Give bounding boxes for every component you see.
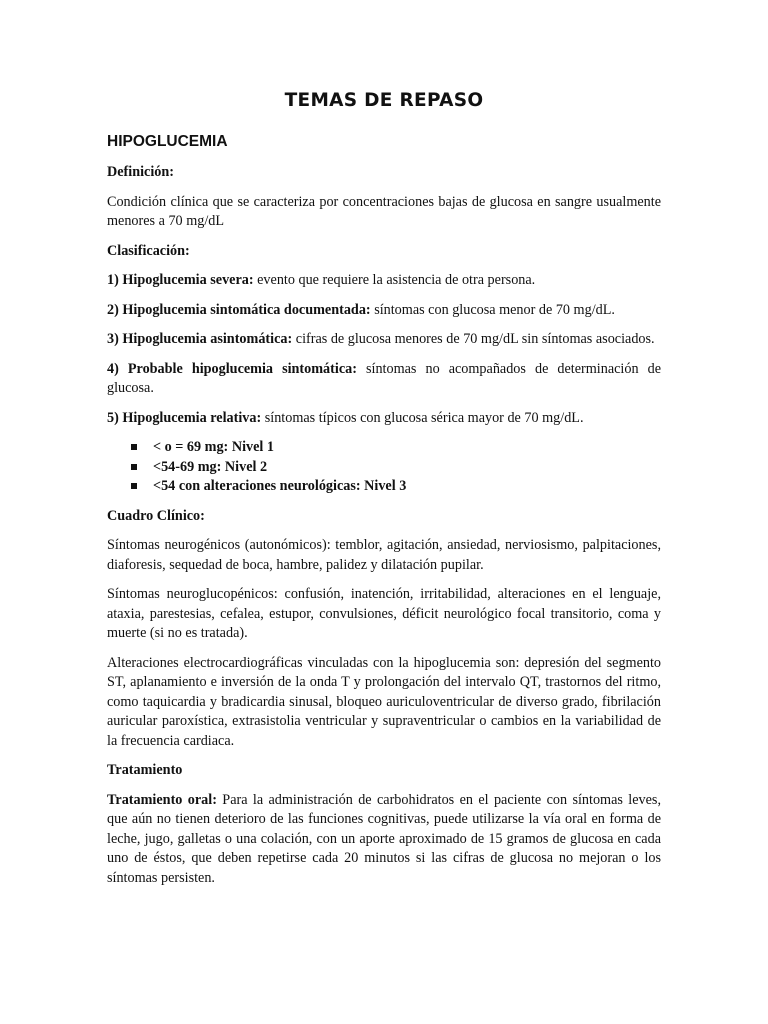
clinical-paragraph: Síntomas neurogénicos (autonómicos): temblor, agitación, ansiedad, nerviosismo, palpitaciones, diaforesis, sequedad de boca, hambre, palidez y dilatación pupilar. [107, 537, 661, 573]
definition-text: Condición clínica que se caracteriza por concentraciones bajas de glucosa en sangre usualmente menores a 70 mg/dL [107, 193, 661, 229]
document-title: TEMAS DE REPASO [284, 90, 484, 111]
list-item [131, 458, 661, 478]
classification-label: Clasificación: [107, 242, 190, 259]
square-bullet-icon [131, 444, 137, 450]
classification-text: síntomas típicos con glucosa sérica mayor de 70 mg/dL. [261, 409, 584, 426]
classification-item-2 [107, 301, 661, 321]
classification-item-3 [107, 330, 661, 350]
level-text: <54-69 mg: Nivel 2 [153, 458, 268, 475]
classification-term: 3) Hipoglucemia asintomática: [107, 331, 293, 347]
list-item [131, 438, 661, 458]
clinical-picture-label: Cuadro Clínico: [107, 507, 205, 524]
classification-term: 4) Probable hipoglucemia sintomática: [107, 360, 357, 377]
clinical-paragraph: Síntomas neuroglucopénicos: confusión, inatención, irritabilidad, alteraciones en el lenguaje, ataxia, parestesias, cefalea, estupor, convulsiones, déficit neurológico focal transitorio, coma y muerte (si no es tratada). [107, 586, 661, 641]
classification-item-5 [107, 409, 661, 429]
oral-treatment-term: Tratamiento oral: [107, 791, 217, 808]
document-page [107, 88, 661, 898]
classification-text: cifras de glucosa menores de 70 mg/dL sin síntomas asociados. [292, 331, 655, 347]
oral-treatment-text: Para la administración de carbohidratos en el paciente con síntomas leves, que aún no tienen deterioro de las funciones cognitivas, puede utilizarse la vía oral en forma de leche, jugo, galletas o una colación, con un aporte aproximado de 15 gramos de glucosa en cada uno de éstos, que deben repetirse cada 20 minutos si las cifras de glucosa no mejoran o los síntomas persisten. [107, 791, 661, 886]
classification-text: evento que requiere la asistencia de otra persona. [253, 272, 536, 288]
level-text: < o = 69 mg: Nivel 1 [153, 439, 274, 455]
treatment-label: Tratamiento [107, 762, 183, 778]
classification-term: 2) Hipoglucemia sintomática documentada: [107, 301, 371, 318]
classification-item-4 [107, 360, 661, 399]
section-title: HIPOGLUCEMIA [107, 133, 228, 150]
classification-term: 5) Hipoglucemia relativa: [107, 409, 262, 426]
classification-item-1 [107, 271, 661, 291]
classification-text: síntomas no acompañados de determinación de glucosa. [107, 360, 661, 396]
square-bullet-icon [131, 483, 137, 489]
classification-term: 1) Hipoglucemia severa: [107, 272, 254, 288]
oral-treatment-paragraph [107, 791, 661, 889]
list-item [131, 477, 661, 497]
level-text: <54 con alteraciones neurológicas: Nivel 3 [153, 478, 407, 494]
clinical-paragraph: Alteraciones electrocardiográficas vinculadas con la hipoglucemia son: depresión del segmento ST, aplanamiento e inversión de la onda T y prolongación del intervalo QT, trastornos del ritmo, como taquicardia y bradicardia sinusal, bloqueo auriculoventricular de diverso grado, fibrilación auricular paroxística, extrasistolia ventricular y supraventricular o cambios en la variabilidad de la frecuencia cardiaca. [107, 654, 661, 749]
severity-levels-list [107, 438, 661, 497]
classification-text: síntomas con glucosa menor de 70 mg/dL. [370, 301, 615, 318]
definition-label: Definición: [107, 164, 174, 180]
square-bullet-icon [131, 464, 137, 470]
